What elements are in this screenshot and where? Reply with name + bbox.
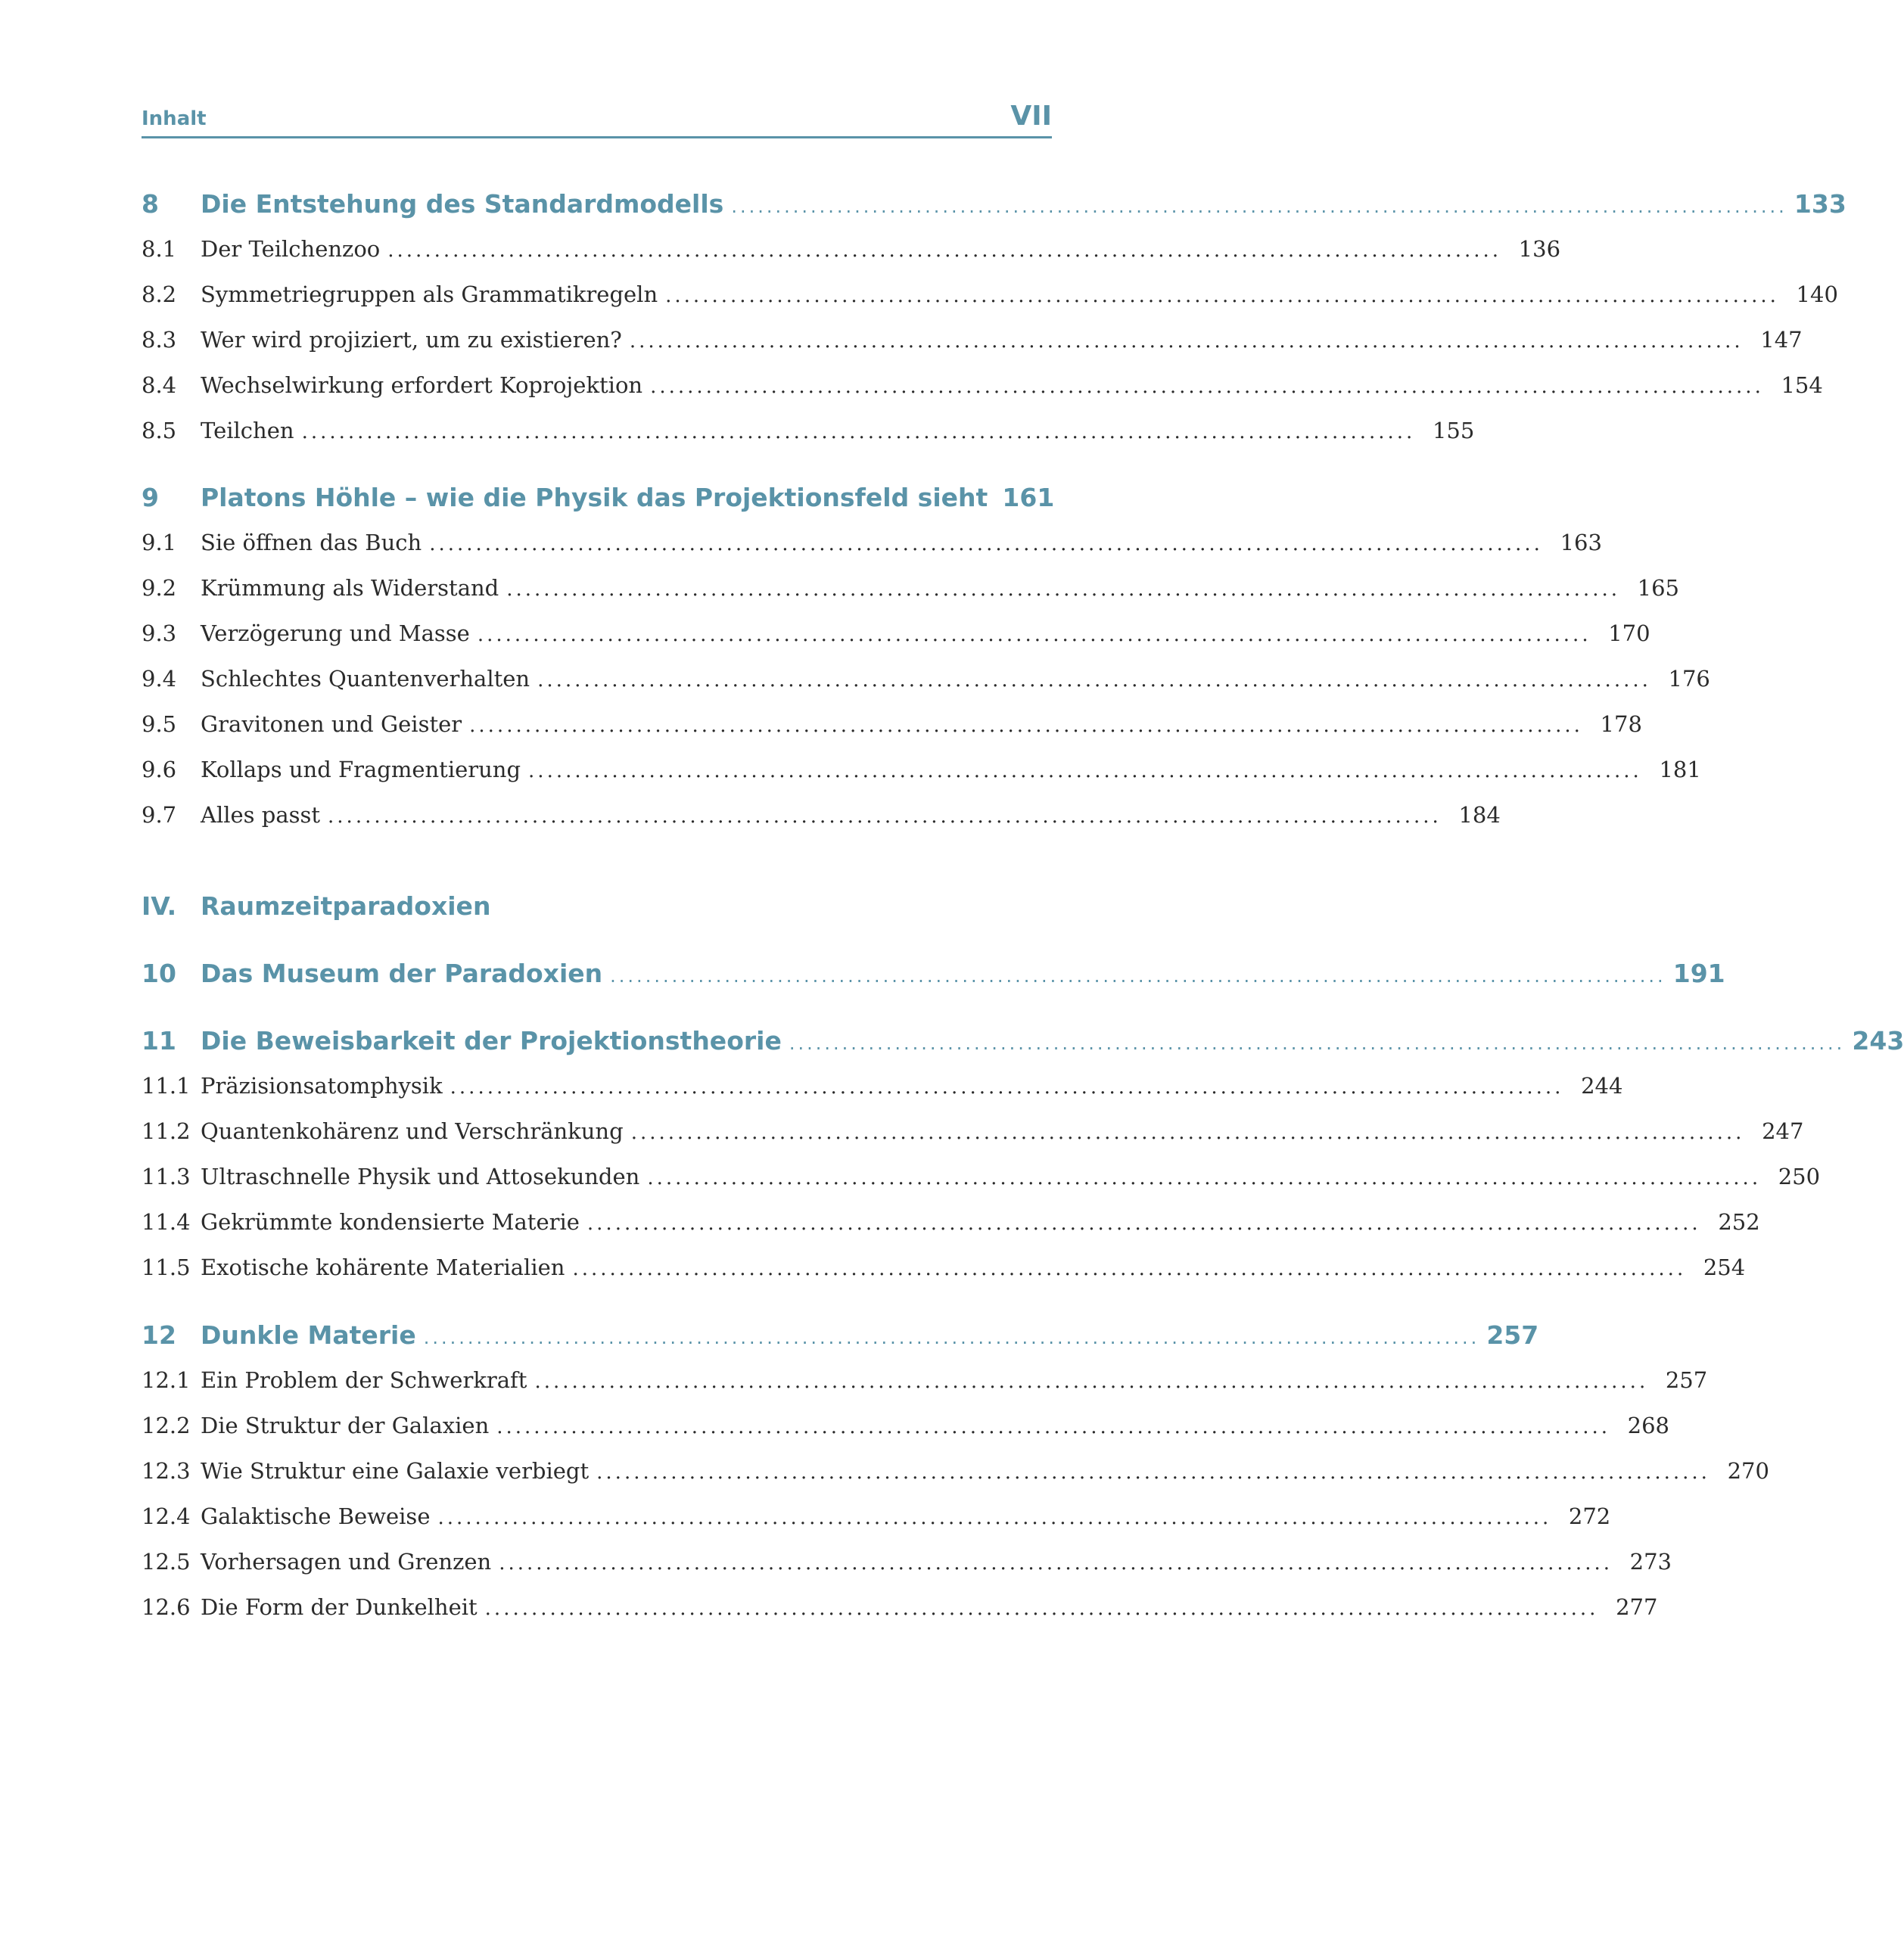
toc-section[interactable] xyxy=(142,620,1650,658)
toc-section[interactable] xyxy=(142,1255,1746,1292)
toc-chapter[interactable] xyxy=(142,189,1846,227)
toc-section-page: 184 xyxy=(1458,802,1501,828)
toc-chapter-title: Platons Höhle – wie die Physik das Projektionsfeld sieht xyxy=(201,483,988,512)
toc-section-number: 11.1 xyxy=(142,1073,191,1099)
toc-section-title: Schlechtes Quantenverhalten xyxy=(201,666,530,692)
toc-section-page: 181 xyxy=(1659,757,1701,782)
toc-section-page: 277 xyxy=(1616,1594,1658,1620)
toc-section-page: 268 xyxy=(1627,1413,1670,1438)
toc-section-title: Die Struktur der Galaxien xyxy=(201,1413,490,1438)
toc-section[interactable] xyxy=(142,1549,1672,1587)
toc-section[interactable] xyxy=(142,418,1475,455)
dot-leader: ........................................................................................................................ xyxy=(301,421,1416,443)
toc-section[interactable] xyxy=(142,1164,1821,1202)
toc-section-page: 273 xyxy=(1629,1549,1672,1575)
toc-section-number: 12.2 xyxy=(142,1413,191,1438)
toc-section-number: 11.2 xyxy=(142,1118,191,1144)
toc-chapter-number: 8 xyxy=(142,189,159,219)
toc-section-page: 257 xyxy=(1665,1367,1708,1393)
toc-section-title: Ein Problem der Schwerkraft xyxy=(201,1367,527,1393)
dot-leader: ........................................................................................................................ xyxy=(537,669,1651,692)
toc-section[interactable] xyxy=(142,802,1501,840)
dot-leader: ........................................................................................................................ xyxy=(528,760,1642,782)
toc-section-number: 8.5 xyxy=(142,418,177,443)
toc-section[interactable] xyxy=(142,711,1642,749)
toc-chapter-title: Das Museum der Paradoxien xyxy=(201,959,603,988)
toc-section[interactable] xyxy=(142,530,1602,567)
toc-section[interactable] xyxy=(142,1209,1760,1247)
toc-section-title: Der Teilchenzoo xyxy=(201,236,381,262)
page-number: VII xyxy=(1010,101,1052,132)
toc-section-number: 9.2 xyxy=(142,575,177,601)
toc-chapter-number: 9 xyxy=(142,483,159,512)
dot-leader: ........................................................................................................................ xyxy=(731,196,1787,217)
running-header xyxy=(142,100,1052,138)
toc-section-number: 11.3 xyxy=(142,1164,191,1189)
dot-leader: ........................................................................................................................ xyxy=(572,1258,1687,1280)
toc-section-page: 165 xyxy=(1637,575,1679,601)
toc-section[interactable] xyxy=(142,236,1561,274)
toc-section-title: Verzögerung und Masse xyxy=(201,620,470,646)
toc-section-page: 154 xyxy=(1781,372,1823,398)
toc-section-title: Teilchen xyxy=(201,418,294,443)
toc-section-number: 9.3 xyxy=(142,620,177,646)
toc-chapter[interactable] xyxy=(142,959,1725,996)
toc-chapter-page: 133 xyxy=(1794,189,1846,219)
toc-chapter[interactable] xyxy=(142,1320,1539,1358)
dot-leader: ........................................................................................................................ xyxy=(596,1461,1710,1484)
toc-section[interactable] xyxy=(142,1118,1804,1156)
toc-part-number: IV. xyxy=(142,891,177,921)
dot-leader: ........................................................................................................................ xyxy=(429,533,1543,555)
dot-leader: ........................................................................................................................ xyxy=(387,239,1502,262)
toc-section-title: Sie öffnen das Buch xyxy=(201,530,422,555)
toc-chapter-page: 191 xyxy=(1672,959,1725,988)
dot-leader: ........................................................................................................................ xyxy=(610,965,1666,987)
toc-section-page: 170 xyxy=(1608,620,1650,646)
toc-section-page: 252 xyxy=(1718,1209,1760,1235)
toc-chapter[interactable] xyxy=(142,483,1055,521)
dot-leader: ........................................................................................................................ xyxy=(499,1552,1613,1575)
dot-leader: ........................................................................................................................ xyxy=(450,1076,1564,1099)
toc-section-page: 244 xyxy=(1581,1073,1623,1099)
toc-section-page: 250 xyxy=(1778,1164,1821,1189)
toc-chapter-number: 10 xyxy=(142,959,176,988)
toc-section-title: Wer wird projiziert, um zu existieren? xyxy=(201,327,622,353)
dot-leader: ........................................................................................................................ xyxy=(328,805,1442,828)
toc-section-page: 136 xyxy=(1518,236,1561,262)
dot-leader: ........................................................................................................................ xyxy=(469,714,1583,737)
dot-leader: ........................................................................................................................ xyxy=(437,1506,1552,1529)
toc-section-page: 247 xyxy=(1762,1118,1804,1144)
dot-leader: ........................................................................................................................ xyxy=(629,330,1744,353)
dot-leader: ........................................................................................................................ xyxy=(496,1416,1611,1438)
toc-section-number: 11.5 xyxy=(142,1255,191,1280)
toc-section[interactable] xyxy=(142,1413,1670,1450)
toc-section-title: Die Form der Dunkelheit xyxy=(201,1594,478,1620)
toc-section-number: 11.4 xyxy=(142,1209,191,1235)
toc-section[interactable] xyxy=(142,1073,1623,1111)
toc-section-title: Symmetriegruppen als Grammatikregeln xyxy=(201,281,658,307)
dot-leader: ........................................................................................................................ xyxy=(534,1370,1649,1393)
toc-section-number: 9.7 xyxy=(142,802,177,828)
toc-section-number: 12.6 xyxy=(142,1594,191,1620)
toc-section[interactable] xyxy=(142,281,1838,319)
toc-section-title: Gravitonen und Geister xyxy=(201,711,462,737)
toc-section-title: Präzisionsatomphysik xyxy=(201,1073,443,1099)
toc-section-number: 9.5 xyxy=(142,711,177,737)
dot-leader: ........................................................................................................................ xyxy=(586,1212,1701,1235)
toc-section-title: Krümmung als Widerstand xyxy=(201,575,499,601)
dot-leader: ........................................................................................................................ xyxy=(506,578,1620,601)
toc-section[interactable] xyxy=(142,1458,1769,1496)
toc-section-page: 155 xyxy=(1432,418,1475,443)
toc-chapter-title: Die Beweisbarkeit der Projektionstheorie xyxy=(201,1026,782,1056)
toc-chapter[interactable] xyxy=(142,1026,1904,1064)
toc-section-number: 8.4 xyxy=(142,372,177,398)
dot-leader: ........................................................................................................................ xyxy=(484,1597,1599,1620)
toc-section-title: Alles passt xyxy=(201,802,321,828)
dot-leader: ........................................................................................................................ xyxy=(423,1327,1480,1348)
toc-section-number: 12.3 xyxy=(142,1458,191,1484)
toc-section-title: Ultraschnelle Physik und Attosekunden xyxy=(201,1164,640,1189)
toc-section[interactable] xyxy=(142,666,1710,704)
toc-section-number: 12.5 xyxy=(142,1549,191,1575)
toc-section[interactable] xyxy=(142,1367,1708,1405)
toc-section[interactable] xyxy=(142,327,1803,365)
running-header-label: Inhalt xyxy=(142,107,207,130)
toc-section-title: Wie Struktur eine Galaxie verbiegt xyxy=(201,1458,590,1484)
toc-section-page: 140 xyxy=(1796,281,1838,307)
toc-section[interactable] xyxy=(142,575,1679,613)
toc-section[interactable] xyxy=(142,1503,1611,1541)
toc-section-title: Exotische kohärente Materialien xyxy=(201,1255,565,1280)
toc-section-number: 8.1 xyxy=(142,236,177,262)
toc-section-page: 176 xyxy=(1668,666,1710,692)
dot-leader: ........................................................................................................................ xyxy=(665,284,1779,307)
toc-part-title: Raumzeitparadoxien xyxy=(201,891,491,921)
toc-chapter-title: Die Entstehung des Standardmodells xyxy=(201,189,724,219)
toc-section-title: Quantenkohärenz und Verschränkung xyxy=(201,1118,624,1144)
toc-section-page: 147 xyxy=(1760,327,1803,353)
toc-chapter-number: 12 xyxy=(142,1320,176,1350)
dot-leader: ........................................................................................................................ xyxy=(650,375,1764,398)
toc-section-number: 12.4 xyxy=(142,1503,191,1529)
toc-chapter-title: Dunkle Materie xyxy=(201,1320,416,1350)
toc-section-title: Kollaps und Fragmentierung xyxy=(201,757,521,782)
toc-section[interactable] xyxy=(142,1594,1658,1632)
toc-chapter-page: 161 xyxy=(1002,483,1055,512)
toc-section-number: 9.4 xyxy=(142,666,177,692)
toc-section-number: 12.1 xyxy=(142,1367,191,1393)
toc-section-number: 8.2 xyxy=(142,281,177,307)
dot-leader: ........................................................................................................................ xyxy=(647,1167,1762,1189)
toc-section-number: 8.3 xyxy=(142,327,177,353)
toc-part[interactable] xyxy=(142,891,956,929)
toc-chapter-number: 11 xyxy=(142,1026,176,1056)
toc-section[interactable] xyxy=(142,372,1823,410)
toc-section-title: Galaktische Beweise xyxy=(201,1503,431,1529)
dot-leader: ........................................................................................................................ xyxy=(789,1033,1846,1054)
toc-section-number: 9.1 xyxy=(142,530,177,555)
toc-section-page: 270 xyxy=(1727,1458,1769,1484)
dot-leader: ........................................................................................................................ xyxy=(477,623,1591,646)
toc-section-title: Wechselwirkung erfordert Koprojektion xyxy=(201,372,643,398)
dot-leader: ........................................................................................................................ xyxy=(630,1121,1745,1144)
toc-section-page: 178 xyxy=(1600,711,1642,737)
toc-section-page: 163 xyxy=(1560,530,1602,555)
toc-section[interactable] xyxy=(142,757,1701,794)
toc-section-number: 9.6 xyxy=(142,757,177,782)
toc-section-title: Gekrümmte kondensierte Materie xyxy=(201,1209,580,1235)
toc-section-title: Vorhersagen und Grenzen xyxy=(201,1549,492,1575)
toc-section-page: 254 xyxy=(1703,1255,1746,1280)
toc-section-page: 272 xyxy=(1568,1503,1611,1529)
toc-chapter-page: 257 xyxy=(1486,1320,1539,1350)
toc-chapter-page: 243 xyxy=(1852,1026,1904,1056)
